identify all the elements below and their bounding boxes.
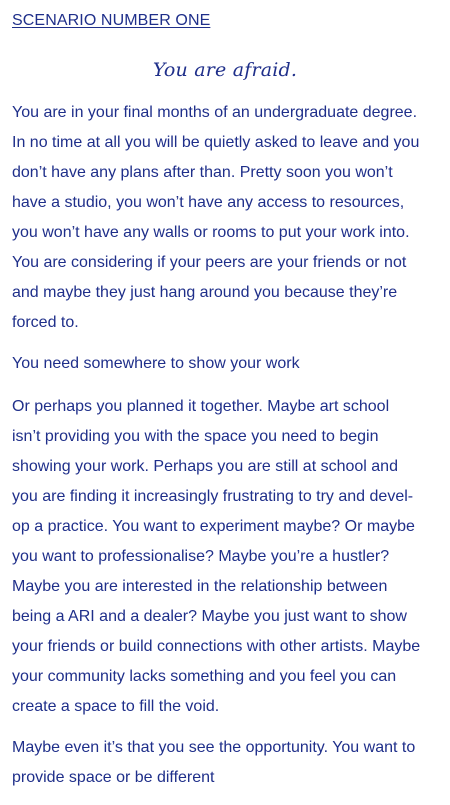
paragraph-line: showing your work. Perhaps you are still at school and [12,458,398,475]
paragraph-line: You are in your final months of an undergraduate degree. [12,104,418,121]
paragraph-line: Or perhaps you planned it together. Maybe art school [12,398,390,415]
paragraph-line: You need somewhere to show your work [12,355,300,372]
paragraph-line: You are considering if your peers are your friends or not [12,254,407,271]
scenario-heading: SCENARIO NUMBER ONE [12,12,211,29]
paragraph-line: and maybe they just hang around you because they’re [12,284,398,301]
paragraph-final-months [12,98,438,338]
paragraph-need-somewhere [12,349,438,379]
paragraph-line: op a practice. You want to experiment maybe? Or maybe [12,518,415,535]
paragraph-line: your friends or build connections with other artists. Maybe [12,638,421,655]
paragraph-line: Maybe even it’s that you see the opportunity. You want to [12,739,416,756]
paragraph-see-opportunity [12,733,438,793]
paragraph-line: don’t have any plans after than. Pretty soon you won’t [12,164,393,181]
paragraph-line: have a studio, you won’t have any access to resources, [12,194,405,211]
paragraph-line: In no time at all you will be quietly asked to leave and you [12,134,420,151]
paragraph-line: create a space to fill the void. [12,698,220,715]
paragraph-line: provide space or be different [12,769,215,786]
paragraph-line: you won’t have any walls or rooms to put your work into. [12,224,410,241]
paragraph-line: being a ARI and a dealer? Maybe you just want to show [12,608,407,625]
paragraph-line: Maybe you are interested in the relationship between [12,578,388,595]
paragraph-line: you want to professionalise? Maybe you’re a hustler? [12,548,390,565]
paragraph-line: your community lacks something and you feel you can [12,668,397,685]
paragraph-planned-together [12,392,438,722]
paragraph-line: forced to. [12,314,79,331]
scenario-subtitle: You are afraid. [152,59,298,81]
paragraph-line: isn’t providing you with the space you need to begin [12,428,379,445]
paragraph-line: you are finding it increasingly frustrating to try and devel- [12,488,414,505]
